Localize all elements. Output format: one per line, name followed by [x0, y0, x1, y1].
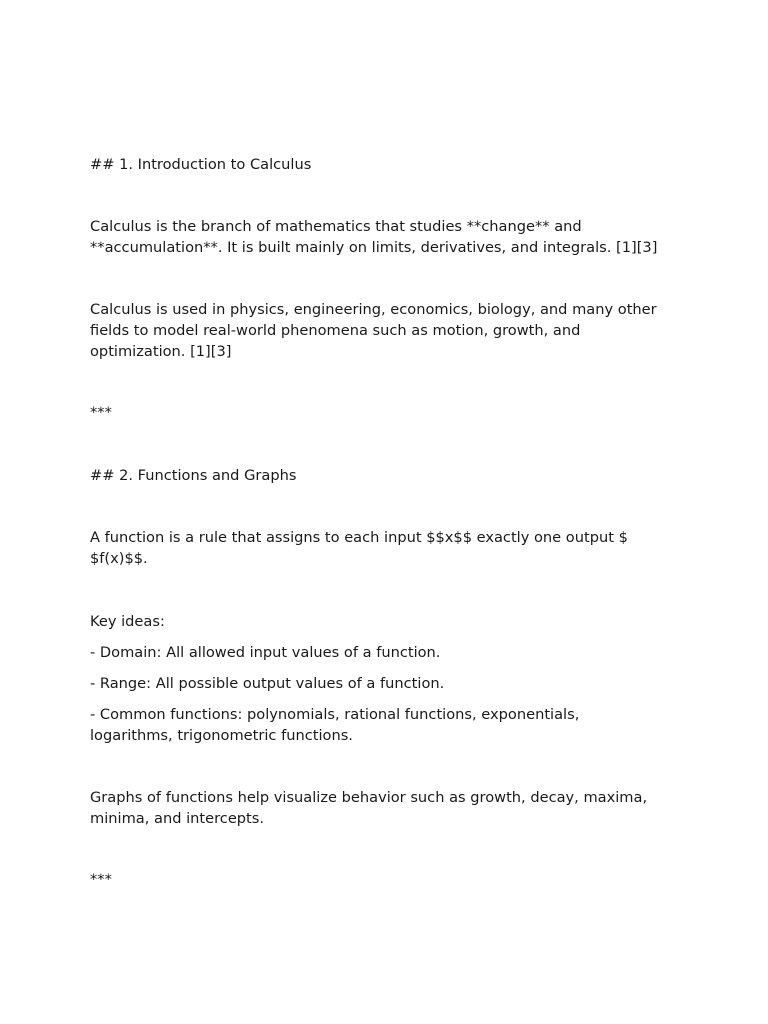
bullet-domain: - Domain: All allowed input values of a function.: [90, 644, 441, 661]
section-2-heading: ## 2. Functions and Graphs: [90, 467, 297, 484]
bullet-common-functions: - Common functions: polynomials, rational functions, exponentials, logarithms, trigonometric functions.: [90, 706, 580, 744]
section-1-heading: ## 1. Introduction to Calculus: [90, 156, 312, 173]
section-1-paragraph-2: Calculus is used in physics, engineering, economics, biology, and many other fields to model real-world phenomena such as motion, growth, and optimization. [1][3]: [90, 301, 657, 360]
section-2-paragraph-1: A function is a rule that assigns to each input $$x$$ exactly one output $ $f(x)$$.: [90, 529, 628, 567]
section-2-paragraph-2: Graphs of functions help visualize behavior such as growth, decay, maxima, minima, and intercepts.: [90, 789, 648, 827]
bullet-range: - Range: All possible output values of a function.: [90, 675, 445, 692]
section-separator-2: ***: [90, 871, 112, 888]
key-ideas-label: Key ideas:: [90, 613, 165, 630]
section-separator-1: ***: [90, 404, 112, 421]
section-1-paragraph-1: Calculus is the branch of mathematics that studies **change** and **accumulation**. It is built mainly on limits, derivatives, and integrals. [1][3]: [90, 218, 658, 256]
